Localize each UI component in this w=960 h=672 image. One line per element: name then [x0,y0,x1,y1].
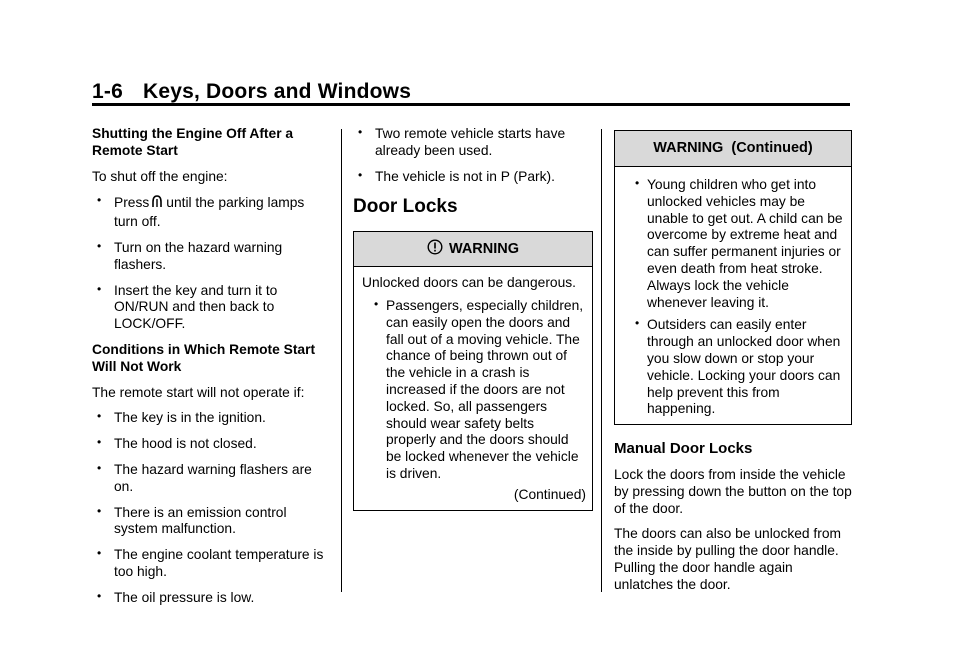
condition-text: The engine coolant temperature is too high. [114,547,324,579]
shutoff-step [92,240,330,274]
bullet-icon: • [97,409,102,424]
condition-item [92,462,330,496]
bullet-icon: • [97,546,102,561]
condition-item [353,126,593,160]
condition-text: The key is in the ignition. [114,410,266,426]
condition-text: The oil pressure is low. [114,589,255,605]
warning-continued-header [615,131,851,167]
condition-item [92,410,330,427]
warning-icon [427,239,443,260]
header-rule [92,103,850,106]
conditions-intro: The remote start will not operate if: [92,384,305,400]
bullet-icon: • [97,503,102,518]
warning-header [354,232,592,267]
warning-continued-box [614,130,852,425]
condition-item [92,505,330,539]
column-2 [353,126,593,511]
press-label: Press [114,195,150,211]
step-text: Insert the key and turn it to ON/RUN and then back to LOCK/OFF. [114,282,278,332]
column-1 [92,126,330,607]
shutoff-step [92,283,330,333]
condition-text: The vehicle is not in P (Park). [375,168,555,184]
column-divider [341,129,342,592]
warning-continued-title: WARNING (Continued) [653,140,813,157]
warning-bullet [362,298,586,483]
condition-item [92,436,330,453]
continued-label: (Continued) [513,486,586,502]
condition-item [353,169,593,186]
condition-item [92,590,330,607]
step-text: Turn on the hazard warning flashers. [114,239,283,272]
column-3 [614,126,852,594]
bullet-icon: • [374,296,379,311]
manual-paragraph-2: The doors can also be unlocked from the inside by pulling the door handle. Pulling the door handle again unlatches the door. [614,526,842,592]
bullet-icon: • [97,238,102,253]
manual-door-locks-heading: Manual Door Locks [614,440,753,458]
bullet-icon: • [358,125,363,139]
warning-continued-body [615,167,851,424]
bullet-icon: • [635,316,640,331]
page-header [92,80,411,104]
condition-text: There is an emission control system malfunction. [114,504,287,537]
warning-bullet-text: Outsiders can easily enter through an unlocked door when you slow down or stop your vehicle. Locking your doors can help prevent this from happening. [647,317,841,417]
warning-bullet [623,317,845,418]
shutoff-heading: Shutting the Engine Off After a Remote Start [92,126,294,158]
bullet-icon: • [97,281,102,296]
condition-text: Two remote vehicle starts have already been used. [375,126,566,158]
bullet-icon: • [97,435,102,450]
bullet-icon: • [635,176,640,190]
remote-start-icon [151,194,163,214]
condition-text: The hazard warning flashers are on. [114,461,312,494]
shutoff-step [92,194,330,231]
page-number: 1-6 [92,80,123,103]
warning-body [354,267,592,509]
bullet-icon: • [97,193,102,208]
bullet-icon: • [97,460,102,475]
bullet-icon: • [358,167,363,182]
shutoff-intro: To shut off the engine: [92,168,228,184]
press-rest: until the parking lamps turn off. [114,195,305,230]
chapter-title: Keys, Doors and Windows [142,80,412,103]
warning-box [353,231,593,510]
warning-bullet-text: Young children who get into unlocked vehicles may be unable to get out. A child can be overcome by extreme heat and can suffer permanent injuries or even death from heat stroke. Always lock the vehicle whenever leaving it. [647,177,843,310]
warning-bullet [623,177,845,311]
warning-bullet-text: Passengers, especially children, can easily open the doors and fall out of a moving vehicle. The chance of being thrown out of the vehicle in a crash is increased if the doors are not locked. So, all passengers should wear safety belts properly and the doors should be locked whenever the vehicle is driven. [386,297,584,481]
warning-intro: Unlocked doors can be dangerous. [362,275,576,291]
manual-paragraph-1: Lock the doors from inside the vehicle by pressing down the button on the top of the door. [614,466,852,516]
condition-text: The hood is not closed. [114,436,257,452]
conditions-heading: Conditions in Which Remote Start Will Not Work [92,341,316,374]
condition-item [92,547,330,581]
section-title: Door Locks [353,196,458,218]
column-divider [601,129,602,592]
warning-title: WARNING [448,240,520,257]
bullet-icon: • [97,588,102,603]
